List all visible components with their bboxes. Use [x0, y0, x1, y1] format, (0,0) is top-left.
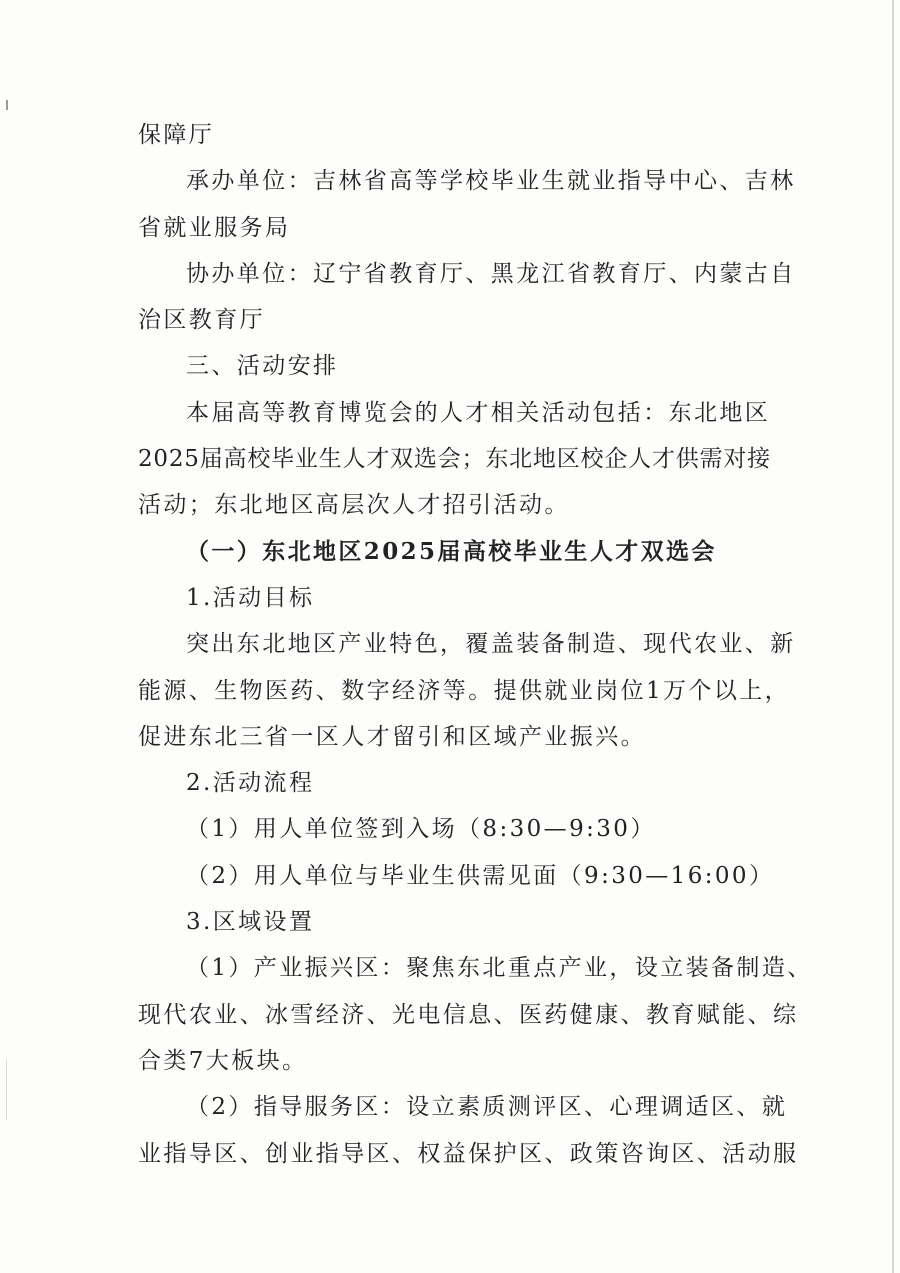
- text-line: 本届高等教育博览会的人才相关活动包括：东北地区: [186, 399, 771, 426]
- text-line: （2）用人单位与毕业生供需见面（9:30—16:00）: [186, 862, 775, 889]
- text-line: 业指导区、创业指导区、权益保护区、政策咨询区、活动服: [138, 1140, 799, 1167]
- text-line: 现代农业、冰雪经济、光电信息、医药健康、教育赋能、综: [138, 1001, 799, 1028]
- text-line: （2）指导服务区：设立素质测评区、心理调适区、就: [186, 1094, 788, 1121]
- text-line: 2025届高校毕业生人才双选会；东北地区校企人才供需对接: [138, 446, 771, 473]
- text-line: 1.活动目标: [186, 584, 315, 611]
- text-line: （1）产业振兴区：聚焦东北重点产业，设立装备制造、: [186, 955, 813, 982]
- text-line: 活动；东北地区高层次人才招引活动。: [138, 492, 570, 519]
- text-line: 省就业服务局: [138, 214, 291, 241]
- text-line: 协办单位：辽宁省教育厅、黑龙江省教育厅、内蒙古自: [186, 260, 796, 287]
- text-line: 促进东北三省一区人才留引和区域产业振兴。: [138, 723, 646, 750]
- text-line: 2.活动流程: [186, 770, 315, 797]
- section-heading: （一）东北地区2025届高校毕业生人才双选会: [186, 537, 717, 565]
- text-line: 治区教育厅: [138, 307, 265, 334]
- text-line: 承办单位：吉林省高等学校毕业生就业指导中心、吉林: [186, 168, 796, 195]
- text-line: 保障厅: [138, 122, 215, 148]
- page-edge: [892, 0, 894, 1273]
- text-line: 能源、生物医药、数字经济等。提供就业岗位1万个以上，: [138, 677, 791, 704]
- scan-mark: [6, 100, 8, 110]
- text-line: 突出东北地区产业特色，覆盖装备制造、现代农业、新: [186, 631, 796, 658]
- text-line: 3.区域设置: [186, 909, 315, 936]
- text-line: 合类7大板块。: [138, 1047, 308, 1074]
- scan-mark: [6, 1060, 7, 1120]
- text-line: （1）用人单位签到入场（8:30—9:30）: [186, 816, 656, 843]
- document-body: [138, 112, 813, 1177]
- text-line: 三、活动安排: [186, 353, 339, 380]
